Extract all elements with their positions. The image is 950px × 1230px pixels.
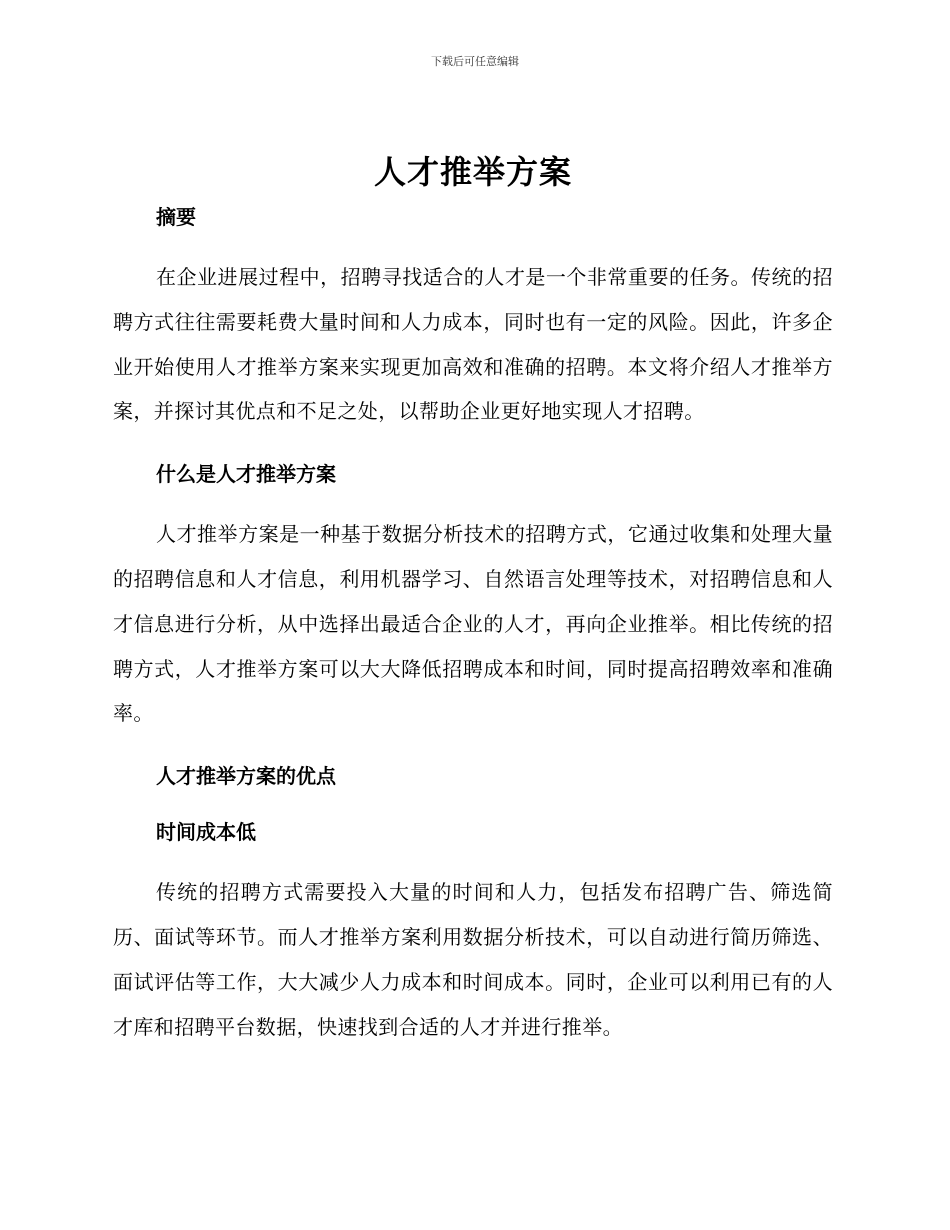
what-is-heading: 什么是人才推举方案 — [156, 462, 336, 487]
low-cost-paragraph: 传统的招聘方式需要投入大量的时间和人力，包括发布招聘广告、筛选简历、面试等环节。而人才推举方案利用数据分析技术，可以自动进行简历筛选、面试评估等工作，大大减少人力成本和时间成本。同时，企业可以利用已有的人才库和招聘平台数据，快速找到合适的人才并进行推举。 — [113, 880, 833, 1039]
document-body — [113, 145, 833, 1049]
header-note: 下载后可任意编辑 — [431, 55, 519, 68]
spacer — [113, 850, 833, 870]
spacer — [113, 794, 833, 814]
spacer — [113, 434, 833, 456]
low-cost-heading: 时间成本低 — [156, 820, 256, 845]
abstract-heading: 摘要 — [156, 205, 196, 229]
spacer — [113, 492, 833, 512]
what-is-paragraph: 人才推举方案是一种基于数据分析技术的招聘方式，它通过收集和处理大量的招聘信息和人才信息，利用机器学习、自然语言处理等技术，对招聘信息和人才信息进行分析，从中选择出最适合企业的人才，再向企业推举。相比传统的招聘方式，人才推举方案可以大大降低招聘成本和时间，同时提高招聘效率和准确率。 — [113, 522, 833, 726]
advantages-heading: 人才推举方案的优点 — [156, 764, 336, 789]
spacer — [113, 235, 833, 255]
document-title: 人才推举方案 — [373, 153, 572, 191]
abstract-paragraph: 在企业进展过程中，招聘寻找适合的人才是一个非常重要的任务。传统的招聘方式往往需要耗费大量时间和人力成本，同时也有一定的风险。因此，许多企业开始使用人才推举方案来实现更加高效和准确的招聘。本文将介绍人才推举方案，并探讨其优点和不足之处，以帮助企业更好地实现人才招聘。 — [113, 265, 833, 424]
spacer — [113, 736, 833, 758]
